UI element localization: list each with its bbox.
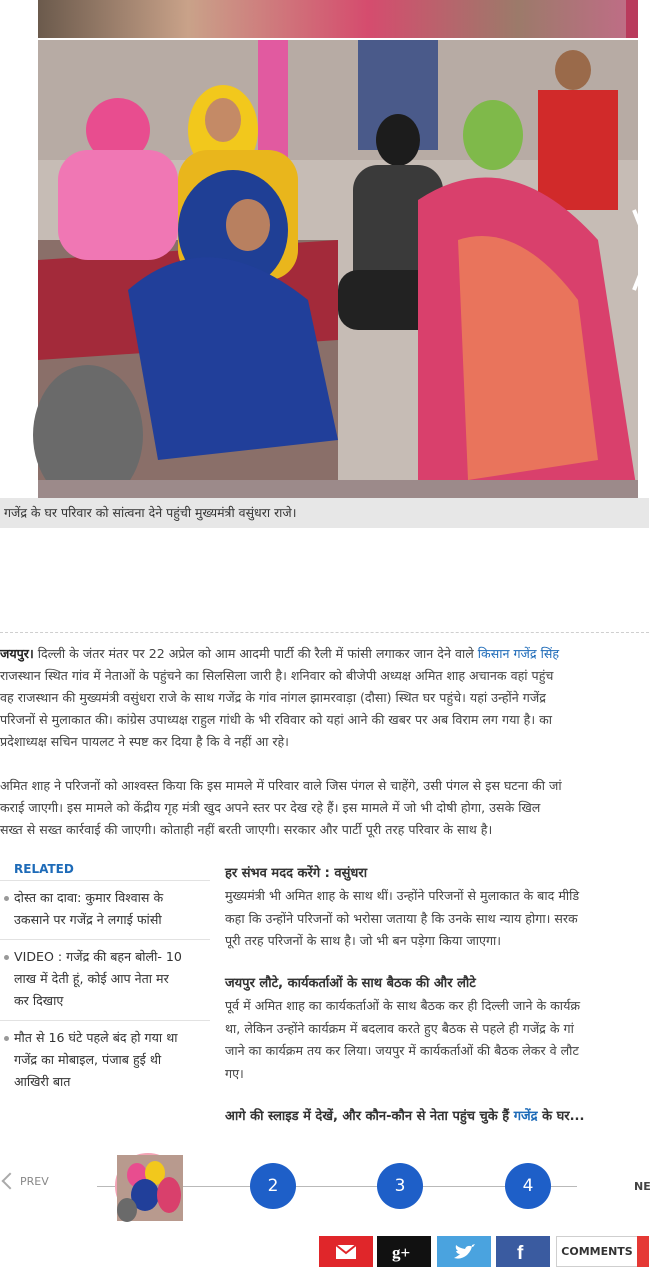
twitter-share-button[interactable] <box>437 1236 491 1267</box>
related-item[interactable]: मौत से 16 घंटे पहले बंद हो गया था गजेंद्र का मोबाइल, पंजाब हुई थी आखिरी बात <box>0 1021 210 1101</box>
article-paragraph-1-line-1: जयपुर। दिल्ली के जंतर मंतर पर 22 अप्रेल को आम आदमी पार्टी की रैली में फांसी लगाकर जान देने वाले किसान गजेंद्र सिंह <box>0 646 560 661</box>
facebook-share-button[interactable] <box>496 1236 550 1267</box>
article-paragraph-1-line-3: वह राजस्थान की मुख्यमंत्री वसुंधरा राजे के साथ गजेंद्र के गांव नांगल झामरवाड़ा (दौसा) स्थित घर पहुंचे। यहां उन्होंने गजेंद्र <box>0 690 546 705</box>
section-jaipur: जयपुर लौटे, कार्यकर्ताओं के साथ बैठक की और लौटे पूर्व में अमित शाह का कार्यकर्ताओं के साथ बैठक कर ही दिल्ली जाने के कार्यक्र था, लेकिन उन्होंने कार्यक्रम में बदलाव करते हुए बैठक से पहले ही गजेंद्र के गां जाने का कार्यक्रम तय कर लिया। जयपुर में कार्यकर्ताओं की बैठक लेकर वे लौट गए। <box>225 973 649 1085</box>
article-paragraph-2-line-2: कराई जाएगी। इस मामले को केंद्रीय गृह मंत्री खुद अपने स्तर पर देख रहे हैं। इस मामले में जो भी दोषी होगा, उसके खिल <box>0 800 541 815</box>
svg-text:f: f <box>517 1243 524 1264</box>
google-plus-share-button[interactable] <box>377 1236 431 1267</box>
article-photo <box>38 40 638 498</box>
page-3-button[interactable]: 3 <box>377 1163 423 1209</box>
related-heading: RELATED <box>0 858 210 881</box>
related-item[interactable]: दोस्त का दावा: कुमार विश्वास के उकसाने पर गजेंद्र ने लगाई फांसी <box>0 881 210 940</box>
farmer-link[interactable]: किसान गजेंद्र सिंह <box>477 646 560 661</box>
article-paragraph-1-line-2: राजस्थान स्थित गांव में नेताओं के पहुंचने का सिलसिला जारी है। शनिवार को बीजेपी अध्यक्ष अमित शाह अचानक वहां पहुंच <box>0 668 554 683</box>
section-heading: हर संभव मदद करेंगे : वसुंधरा <box>225 866 368 881</box>
article-paragraph-2-line-3: सख्त से सख्त कार्रवाई की जाएगी। कोताही नहीं बरती जाएगी। सरकार और पार्टी पूरी तरह परिवार के साथ है। <box>0 822 493 837</box>
related-box <box>0 858 210 1107</box>
next-slide-teaser: आगे की स्लाइड में देखें, और कौन-कौन से नेता पहुंच चुके हैं गजेंद्र के घर... <box>225 1109 585 1124</box>
svg-text:g+: g+ <box>392 1243 411 1262</box>
divider <box>0 632 649 633</box>
twitter-icon <box>437 1236 491 1267</box>
page-2-button[interactable]: 2 <box>250 1163 296 1209</box>
chevron-left-icon <box>2 1173 19 1190</box>
mail-share-button[interactable] <box>319 1236 373 1267</box>
next-slide-arrow[interactable] <box>628 190 658 310</box>
current-slide-thumbnail[interactable] <box>115 1153 181 1219</box>
dateline: जयपुर। <box>0 646 34 661</box>
previous-photo-strip <box>38 0 638 38</box>
article-paragraph-1-line-5: प्रदेशाध्यक्ष सचिन पायलट ने स्पष्ट कर दिया है कि वे नहीं आ रहे। <box>0 734 289 749</box>
facebook-icon <box>496 1236 550 1267</box>
comments-count-tab[interactable] <box>637 1236 649 1267</box>
related-item[interactable]: VIDEO : गजेंद्र की बहन बोली- 10 लाख में देती हूं, कोई आप नेता मर कर दिखाए <box>0 940 210 1021</box>
mail-icon <box>319 1236 373 1267</box>
google-plus-icon <box>377 1236 431 1267</box>
prev-button[interactable]: PREV <box>0 1175 49 1188</box>
section-vasundhara: हर संभव मदद करेंगे : वसुंधरा मुख्यमंत्री भी अमित शाह के साथ थीं। उन्होंने परिजनों से मुलाकात के बाद मीडि कहा कि उन्होंने परिजनों को भरोसा जताया है कि उनके साथ न्याय होगा। सरक पूरी तरह परिजनों के साथ है। जो भी बन पड़ेगा किया जाएगा। <box>225 863 649 953</box>
article-paragraph-1-line-4: परिजनों से मुलाकात की। कांग्रेस उपाध्यक्ष राहुल गांधी के भी रविवार को यहां आने की खबर पर अब विराम लग गया है। का <box>0 712 553 727</box>
comments-button[interactable]: COMMENTS <box>556 1236 638 1267</box>
related-shadow <box>0 1101 210 1107</box>
page-4-button[interactable]: 4 <box>505 1163 551 1209</box>
section-heading: जयपुर लौटे, कार्यकर्ताओं के साथ बैठक की और लौटे <box>225 976 476 991</box>
article-paragraph-2-line-1: अमित शाह ने परिजनों को आश्वस्त किया कि इस मामले में परिवार वाले जिस पंगल से चाहेंगे, उसी पंगल से इस घटना की जां <box>0 778 562 793</box>
photo-caption: गजेंद्र के घर परिवार को सांत्वना देने पहुंची मुख्यमंत्री वसुंधरा राजे। <box>0 498 649 528</box>
gajendra-link[interactable]: गजेंद्र <box>513 1109 538 1124</box>
next-button[interactable]: NE <box>634 1180 651 1193</box>
